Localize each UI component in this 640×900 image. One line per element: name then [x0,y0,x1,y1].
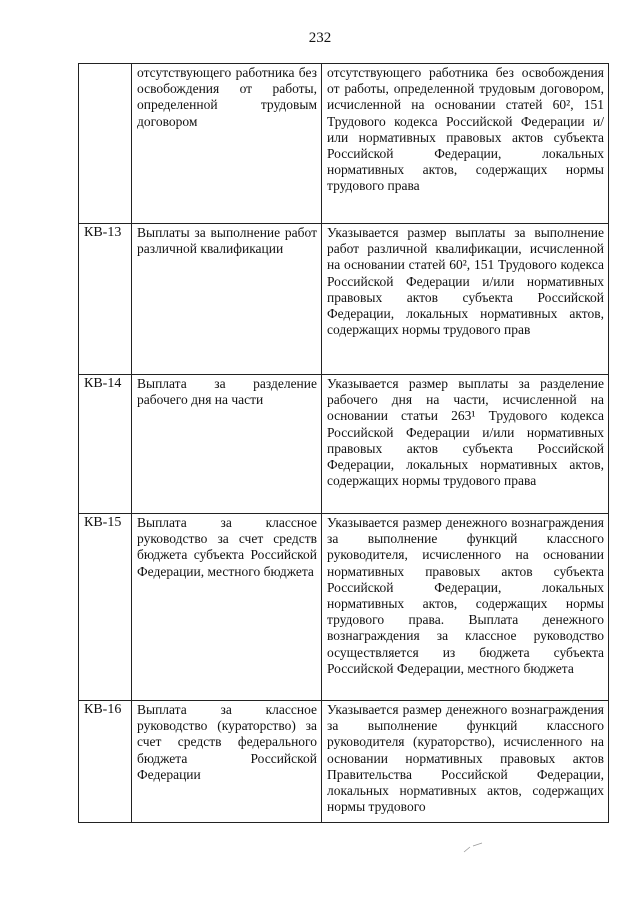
row-code: КВ-16 [79,701,132,823]
row-code [79,64,132,224]
scan-artifact-mark [462,842,484,854]
row-name: Выплата за классное руководство (кураторство) за счет средств федерального бюджета Российской Федерации [132,701,322,823]
row-code: КВ-15 [79,514,132,701]
document-table [78,63,609,823]
row-description: отсутствующего работника без освобождения от работы, определенной трудовым договором, исчисленной на основании статей 60², 151 Трудового кодекса Российской Федерации и/или нормативных правовых актов субъекта Российской Федерации, локальных нормативных актов, содержащих нормы трудового права [322,64,609,224]
table-row [79,701,609,823]
row-name: Выплата за классное руководство за счет средств бюджета субъекта Российской Федерации, местного бюджета [132,514,322,701]
row-name: отсутствующего работника без освобождения от работы, определенной трудовым договором [132,64,322,224]
table-row [79,375,609,514]
row-name: Выплаты за выполнение работ различной квалификации [132,224,322,375]
row-code: КВ-13 [79,224,132,375]
table-row [79,64,609,224]
row-name: Выплата за разделение рабочего дня на части [132,375,322,514]
table-row [79,514,609,701]
table-row [79,224,609,375]
row-description: Указывается размер выплаты за разделение рабочего дня на части, исчисленной на основании статьи 263¹ Трудового кодекса Российской Федерации и/или нормативных правовых актов субъекта Российской Федерации, локальных нормативных актов, содержащих нормы трудового права [322,375,609,514]
row-description: Указывается размер денежного вознаграждения за выполнение функций классного руководителя (кураторство), исчисленного на основании нормативных правовых актов Правительства Российской Федерации, локальных нормативных актов, содержащих нормы трудового [322,701,609,823]
row-code: КВ-14 [79,375,132,514]
row-description: Указывается размер выплаты за выполнение работ различной квалификации, исчисленной на основании статей 60², 151 Трудового кодекса Российской Федерации и/или нормативных правовых актов субъекта Российской Федерации, локальных нормативных актов, содержащих нормы трудового прав [322,224,609,375]
page-number: 232 [308,30,332,46]
row-description: Указывается размер денежного вознаграждения за выполнение функций классного руководителя, исчисленного на основании нормативных правовых актов субъекта Российской Федерации, локальных нормативных актов, содержащих нормы трудового права. Выплата денежного вознаграждения за классное руководство осуществляется из бюджета субъекта Российской Федерации, местного бюджета [322,514,609,701]
